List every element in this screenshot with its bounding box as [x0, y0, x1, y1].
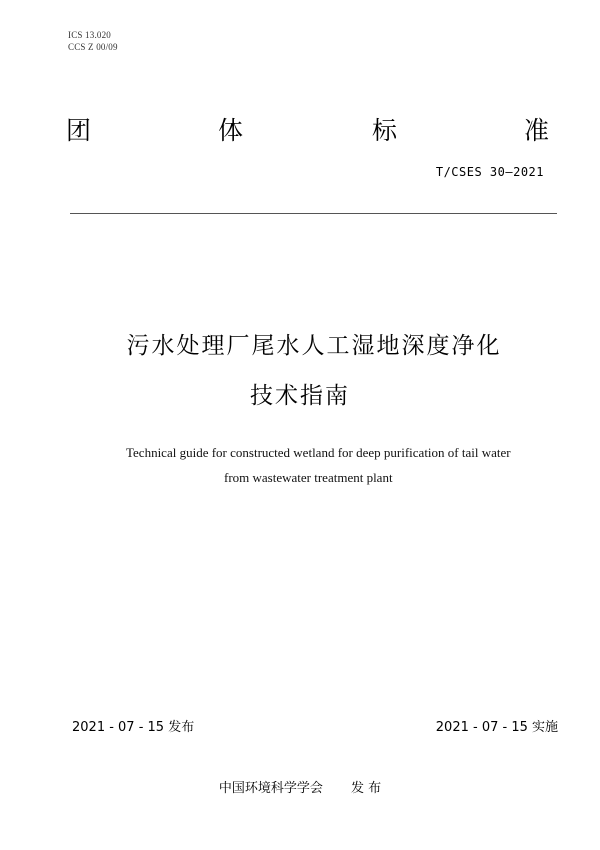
- implementation-date: 2021 - 07 - 15 实施: [435, 720, 558, 735]
- english-title-line-1: Technical guide for constructed wetland for deep purification of tail water: [126, 445, 511, 460]
- chinese-title-line-2: 技术指南: [250, 383, 350, 409]
- standard-type-char: 标: [372, 116, 398, 145]
- standard-type-char: 准: [524, 116, 550, 145]
- ccs-code: CCS Z 00/09: [68, 42, 118, 52]
- standard-type-char: 体: [218, 116, 244, 145]
- chinese-title-line-1: 污水处理厂尾水人工湿地深度净化: [126, 333, 502, 359]
- english-title-line-2: from wastewater treatment plant: [224, 470, 393, 485]
- ics-code: ICS 13.020: [68, 30, 112, 40]
- issue-date: 2021 - 07 - 15 发布: [72, 720, 195, 735]
- header-divider: [70, 213, 557, 214]
- standard-number: T/CSES 30—2021: [435, 165, 544, 179]
- standard-type-char: 团: [66, 116, 92, 145]
- publisher-action: 发 布: [350, 781, 382, 796]
- publisher-name: 中国环境科学学会: [218, 781, 323, 796]
- publisher-line: [0, 777, 600, 796]
